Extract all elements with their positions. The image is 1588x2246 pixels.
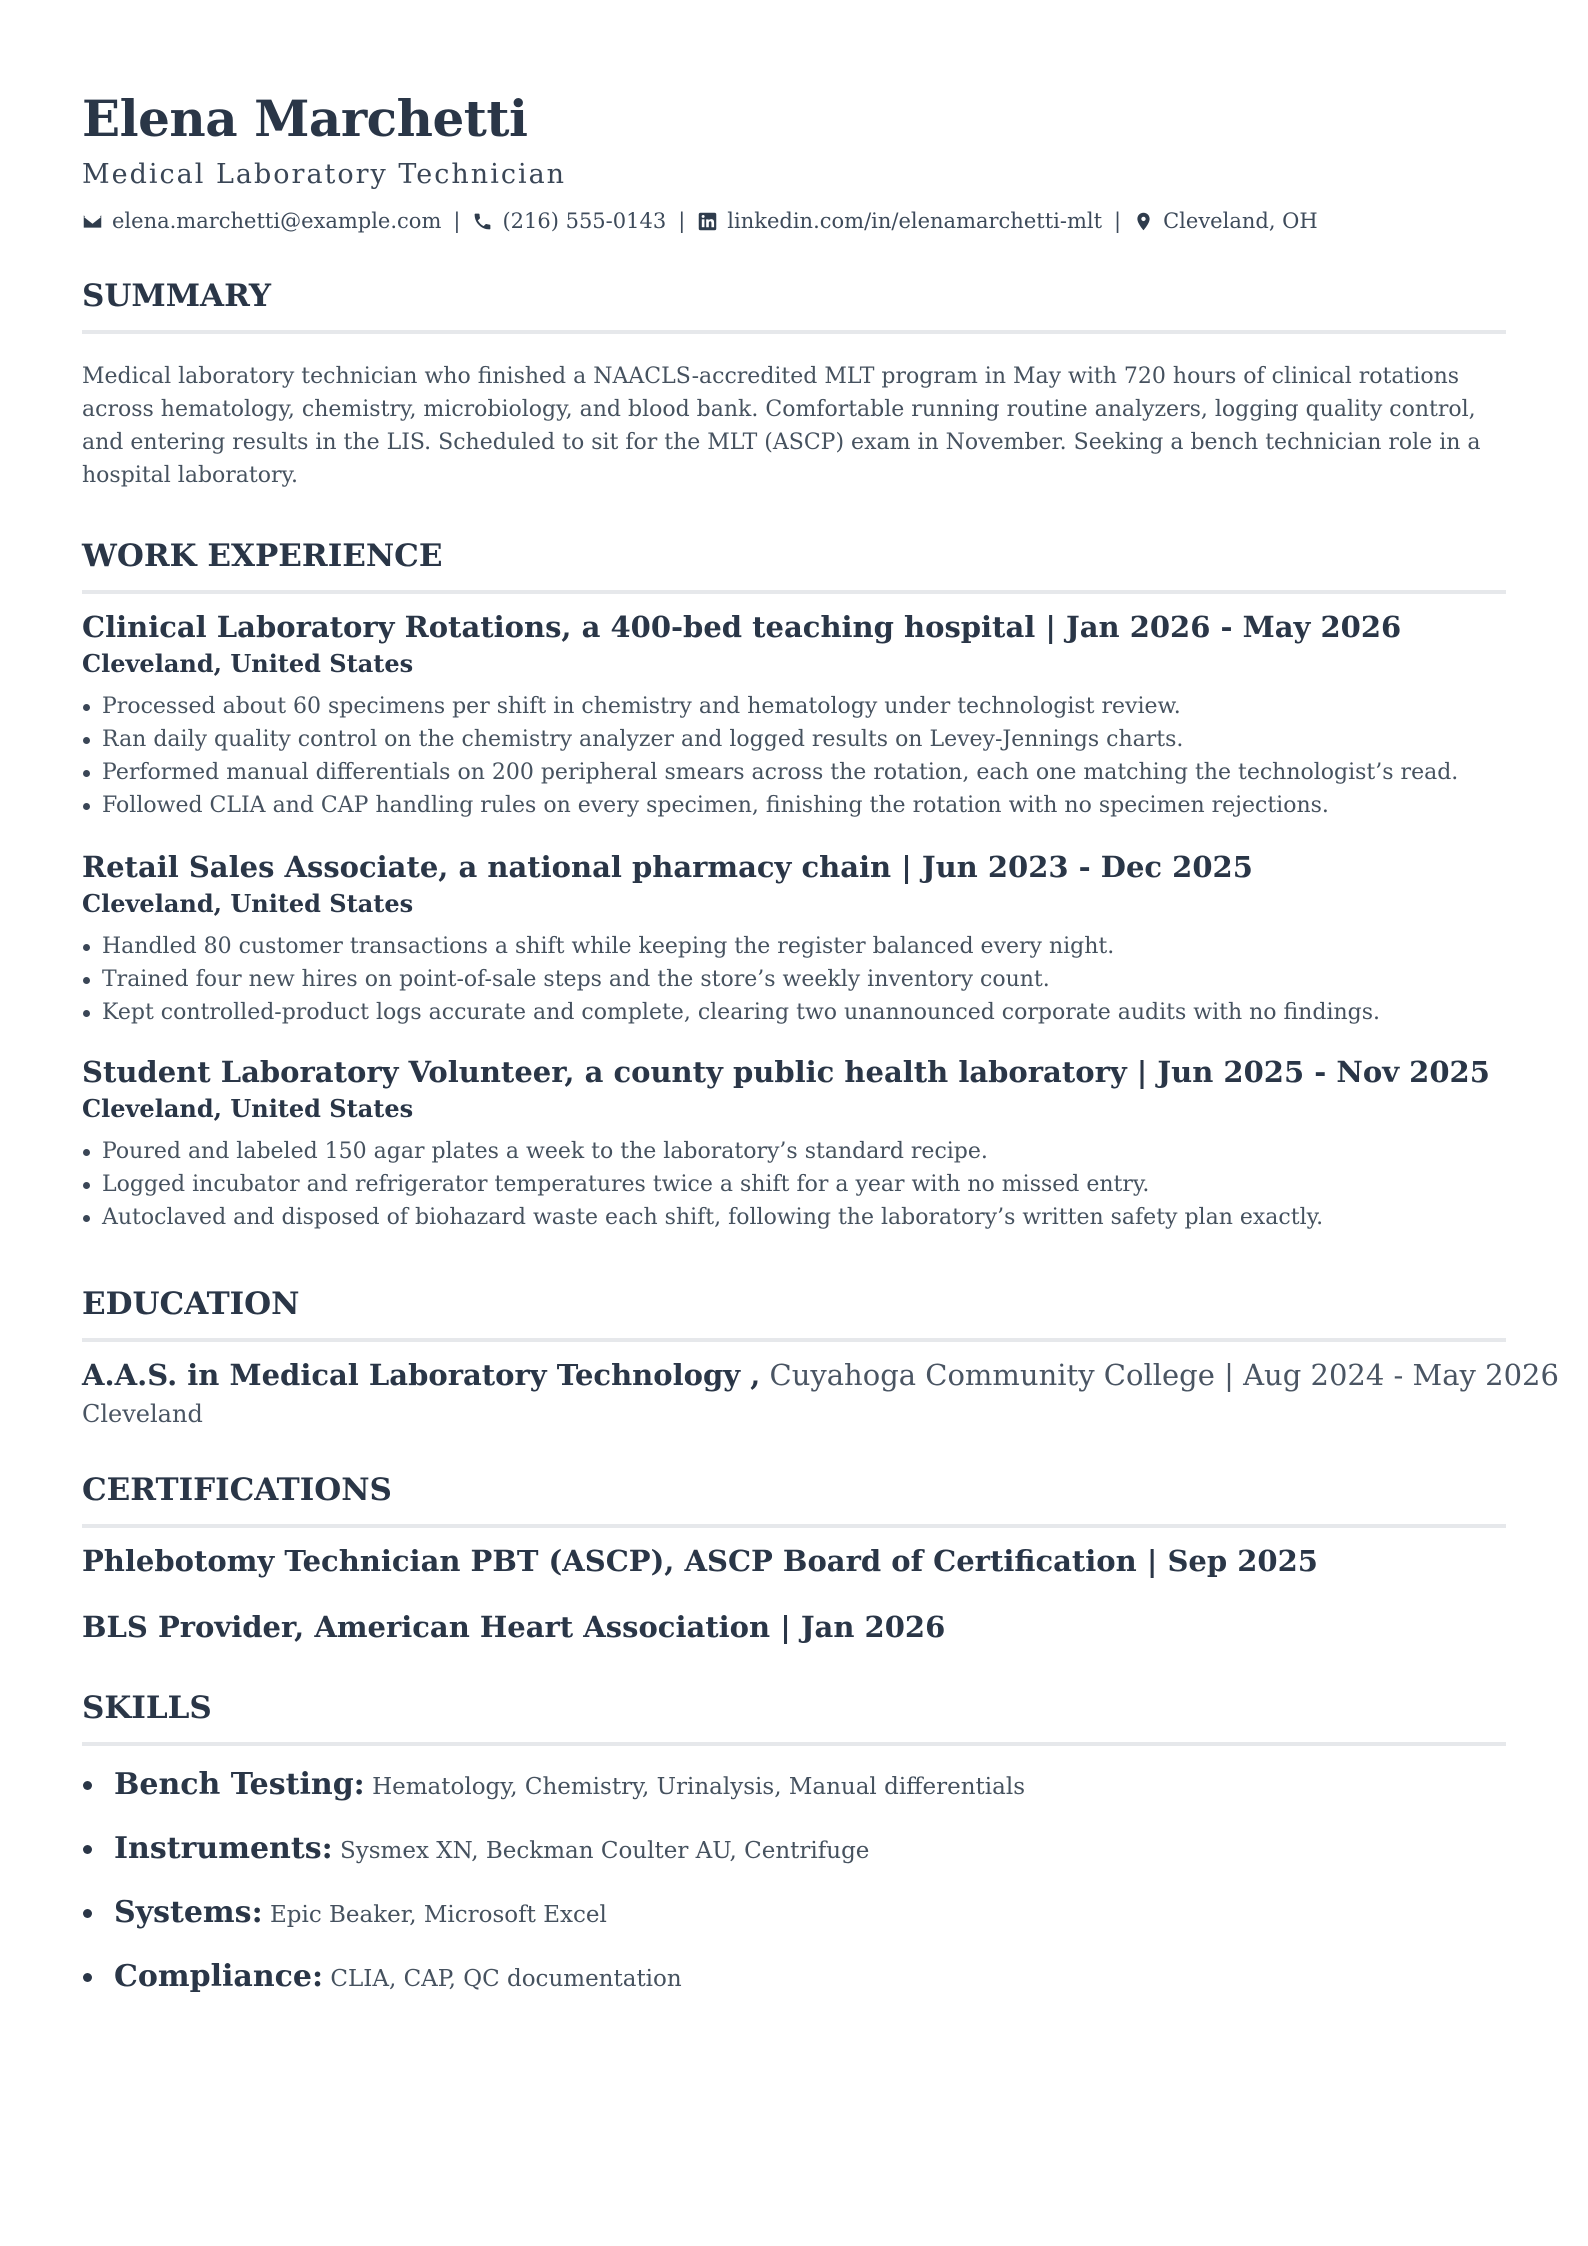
job-location: Cleveland, United States xyxy=(82,649,414,678)
section-title-experience: WORK EXPERIENCE xyxy=(82,538,443,574)
skill-value: Sysmex XN, Beckman Coulter AU, Centrifuge xyxy=(332,1838,870,1864)
phone-icon xyxy=(472,211,493,232)
skill-value: Epic Beaker, Microsoft Excel xyxy=(262,1902,607,1928)
envelope-icon xyxy=(82,211,103,232)
job-bullet: Trained four new hires on point-of-sale steps and the store’s weekly inventory count. xyxy=(102,963,1506,996)
education-school-dates: Cuyahoga Community College | Aug 2024 - May 2026 xyxy=(760,1358,1559,1392)
contact-phone[interactable] xyxy=(472,206,666,236)
section-title-certifications: CERTIFICATIONS xyxy=(82,1472,392,1508)
contact-location xyxy=(1133,206,1318,236)
job-bullet: Logged incubator and refrigerator temperatures twice a shift for a year with no missed entry. xyxy=(102,1168,1506,1201)
education-section xyxy=(82,1284,1559,1430)
skill-label: Bench Testing: xyxy=(114,1767,365,1802)
contact-email[interactable] xyxy=(82,206,441,236)
job-entry xyxy=(82,608,1506,822)
summary-section xyxy=(82,276,1506,492)
job-location: Cleveland, United States xyxy=(82,889,414,918)
contact-separator: | xyxy=(1114,209,1122,233)
job-bullet: Autoclaved and disposed of biohazard waste each shift, following the laboratory’s written safety plan exactly. xyxy=(102,1201,1506,1234)
job-bullets xyxy=(82,930,1506,1029)
job-bullet: Ran daily quality control on the chemistry analyzer and logged results on Levey-Jennings charts. xyxy=(102,723,1506,756)
section-title-education: EDUCATION xyxy=(82,1286,300,1322)
job-entry xyxy=(82,1053,1506,1234)
skill-value: Hematology, Chemistry, Urinalysis, Manual differentials xyxy=(364,1774,1026,1800)
skill-label: Compliance: xyxy=(114,1959,324,1994)
job-heading: Student Laboratory Volunteer, a county public health laboratory | Jun 2025 - Nov 2025 xyxy=(82,1055,1490,1089)
section-divider xyxy=(82,330,1506,334)
summary-text: Medical laboratory technician who finished a NAACLS-accredited MLT program in May with 720 hours of clinical rotations across hematology, chemistry, microbiology, and blood bank. Comfortable running routine analyzers, logging quality control, and entering results in the LIS. Scheduled to sit for the MLT (ASCP) exam in November. Seeking a bench technician role in a hospital laboratory. xyxy=(82,364,1481,488)
section-divider xyxy=(82,590,1506,594)
job-bullets xyxy=(82,1135,1506,1234)
skill-item xyxy=(114,1956,1506,2002)
job-heading: Retail Sales Associate, a national pharmacy chain | Jun 2023 - Dec 2025 xyxy=(82,850,1253,884)
linkedin-icon xyxy=(697,211,718,232)
job-location: Cleveland, United States xyxy=(82,1094,414,1123)
contact-separator: | xyxy=(453,209,461,233)
skill-item xyxy=(114,1892,1506,1938)
contact-separator: | xyxy=(678,209,686,233)
skill-item xyxy=(114,1828,1506,1874)
job-bullet: Handled 80 customer transactions a shift while keeping the register balanced every night. xyxy=(102,930,1506,963)
skill-label: Systems: xyxy=(114,1895,263,1930)
education-degree: A.A.S. in Medical Laboratory Technology , xyxy=(82,1358,761,1392)
section-divider xyxy=(82,1524,1506,1528)
education-location: Cleveland xyxy=(82,1400,203,1428)
email-text: elena.marchetti@example.com xyxy=(112,209,442,233)
certifications-section xyxy=(82,1470,1506,1646)
certification-entry: Phlebotomy Technician PBT (ASCP), ASCP Board of Certification | Sep 2025 xyxy=(82,1544,1318,1578)
map-pin-icon xyxy=(1133,211,1154,232)
section-divider xyxy=(82,1338,1506,1342)
location-text: Cleveland, OH xyxy=(1163,209,1318,233)
job-bullet: Performed manual differentials on 200 peripheral smears across the rotation, each one matching the technologist’s read. xyxy=(102,756,1506,789)
job-bullet: Kept controlled-product logs accurate and complete, clearing two unannounced corporate audits with no findings. xyxy=(102,996,1506,1029)
job-entry xyxy=(82,848,1506,1029)
skill-label: Instruments: xyxy=(114,1831,333,1866)
experience-section xyxy=(82,536,1506,1234)
education-entry xyxy=(82,1356,1559,1394)
job-bullet: Poured and labeled 150 agar plates a week to the laboratory’s standard recipe. xyxy=(102,1135,1506,1168)
section-title-summary: SUMMARY xyxy=(82,278,272,314)
section-title-skills: SKILLS xyxy=(82,1690,212,1726)
linkedin-text: linkedin.com/in/elenamarchetti-mlt xyxy=(727,209,1103,233)
contact-linkedin[interactable] xyxy=(697,206,1102,236)
skills-list xyxy=(82,1764,1506,2002)
phone-text: (216) 555-0143 xyxy=(502,209,667,233)
certification-entry: BLS Provider, American Heart Association | Jan 2026 xyxy=(82,1610,946,1644)
skills-section xyxy=(82,1688,1506,2002)
job-heading: Clinical Laboratory Rotations, a 400-bed teaching hospital | Jan 2026 - May 2026 xyxy=(82,610,1402,644)
job-bullet: Processed about 60 specimens per shift in chemistry and hematology under technologist review. xyxy=(102,690,1506,723)
skill-value: CLIA, CAP, QC documentation xyxy=(323,1966,682,1992)
contact-line xyxy=(82,206,1506,236)
job-bullet: Followed CLIA and CAP handling rules on every specimen, finishing the rotation with no specimen rejections. xyxy=(102,789,1506,822)
skill-item xyxy=(114,1764,1506,1810)
candidate-title: Medical Laboratory Technician xyxy=(82,159,567,190)
candidate-name: Elena Marchetti xyxy=(82,89,528,148)
section-divider xyxy=(82,1742,1506,1746)
job-bullets xyxy=(82,690,1506,822)
